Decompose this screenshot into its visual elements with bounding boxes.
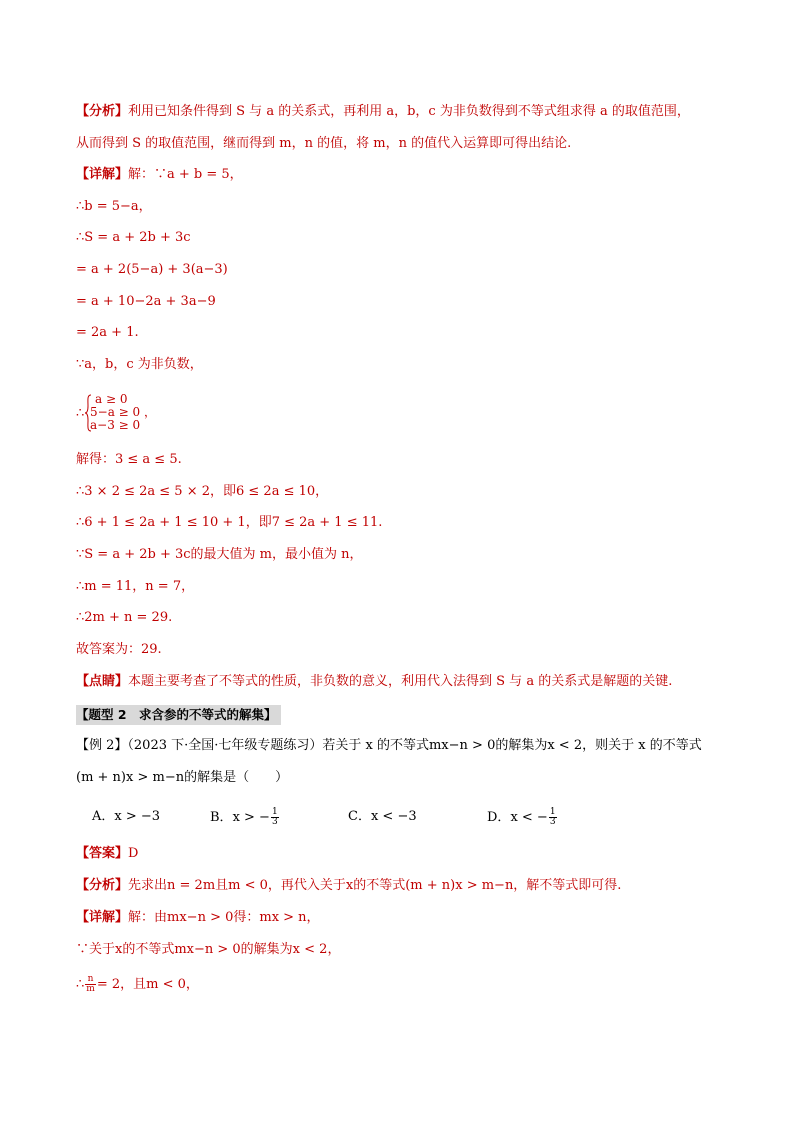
ratio-denominator: m	[86, 984, 95, 994]
detail-line-1	[76, 166, 243, 184]
example2-detail-line	[76, 909, 320, 927]
ratio-numerator: n	[85, 975, 96, 985]
inequality-system	[76, 392, 196, 436]
example2-tag: 【例 2】	[76, 738, 128, 753]
detail-text-1: 解：∵a + b = 5，	[128, 167, 243, 182]
line-s4: = 2a + 1.	[76, 325, 139, 340]
analysis-text-1: 利用已知条件得到 S 与 a 的关系式，再利用 a，b，c 为非负数得到不等式组求得 a 的取值范围，	[128, 104, 690, 119]
line-b: ∴b = 5−a，	[76, 199, 152, 214]
comment-tag: 【点睛】	[76, 674, 129, 689]
ratio-rest: = 2，且m < 0，	[96, 977, 199, 992]
example2-analysis-line	[76, 877, 621, 895]
option-d-text: x < −	[510, 810, 548, 825]
answer-tag: 【答案】	[76, 846, 129, 861]
example2-text-1: （2023 下·全国·七年级专题练习）若关于 x 的不等式mx−n > 0的解集为x < 2，则关于 x 的不等式	[127, 738, 702, 753]
system-row-3: a−3 ≥ 0	[90, 418, 141, 432]
option-b-label: B．	[210, 810, 233, 825]
ratio-fraction	[85, 975, 96, 994]
option-a-label: A．	[92, 809, 115, 824]
line-s1: ∴S = a + 2b + 3c	[76, 230, 191, 245]
option-c-text: x < −3	[370, 809, 417, 824]
detail-tag: 【详解】	[76, 167, 129, 182]
therefore-symbol: ∴	[76, 406, 85, 421]
analysis-line-1	[76, 103, 690, 121]
example2-set-line: ∵关于x的不等式mx−n > 0的解集为x < 2，	[76, 942, 341, 957]
line-nonneg: ∵a，b，c 为非负数，	[76, 357, 203, 372]
option-d-denominator: 3	[549, 817, 556, 827]
line-s2: = a + 2(5−a) + 3(a−3)	[76, 262, 228, 277]
example2-line-1	[76, 737, 702, 755]
line-ineq-2: ∴6 + 1 ≤ 2a + 1 ≤ 10 + 1，即7 ≤ 2a + 1 ≤ 11.	[76, 515, 383, 530]
example2-ratio-line	[76, 975, 199, 994]
example2-detail-text: 解：由mx−n > 0得：mx > n，	[128, 910, 320, 925]
example2-analysis-tag: 【分析】	[76, 878, 129, 893]
line-mn: ∴m = 11，n = 7，	[76, 579, 195, 594]
system-row-1: a ≥ 0	[95, 392, 128, 406]
option-a-text: x > −3	[114, 809, 161, 824]
option-b-denominator: 3	[271, 817, 278, 827]
line-max-min: ∵S = a + 2b + 3c的最大值为 m，最小值为 n，	[76, 547, 363, 562]
section-header	[76, 705, 281, 725]
example2-line-2: (m + n)x > m−n的解集是（ ）	[76, 770, 289, 785]
analysis-tag: 【分析】	[76, 104, 129, 119]
option-d[interactable]	[487, 808, 558, 827]
option-b[interactable]	[210, 808, 280, 827]
comment-line	[76, 673, 672, 691]
section-title: 【题型 2 求含参的不等式的解集】	[76, 705, 281, 725]
line-ineq-1: ∴3 × 2 ≤ 2a ≤ 5 × 2，即6 ≤ 2a ≤ 10，	[76, 484, 329, 499]
line-s3: = a + 10−2a + 3a−9	[76, 294, 216, 309]
option-c[interactable]	[348, 808, 417, 826]
option-d-numerator: 1	[549, 807, 556, 817]
example2-detail-tag: 【详解】	[76, 910, 129, 925]
option-b-fraction	[271, 808, 279, 827]
comment-text: 本题主要考查了不等式的性质，非负数的意义，利用代入法得到 S 与 a 的关系式是解题的关键.	[128, 674, 673, 689]
answer-line	[76, 845, 138, 863]
option-c-label: C．	[348, 809, 371, 824]
option-d-label: D．	[487, 810, 511, 825]
option-d-fraction	[549, 808, 557, 827]
analysis-line-2: 从而得到 S 的取值范围，继而得到 m，n 的值，将 m，n 的值代入运算即可得出结论.	[76, 136, 572, 151]
option-a[interactable]	[92, 808, 160, 826]
ratio-therefore: ∴	[76, 977, 85, 992]
system-row-2: 5−a ≥ 0 ，	[90, 405, 156, 419]
line-answer: 故答案为：29.	[76, 642, 162, 657]
line-sum: ∴2m + n = 29.	[76, 610, 173, 625]
example2-analysis-text: 先求出n = 2m且m < 0，再代入关于x的不等式(m + n)x > m−n，解不等式即可得.	[128, 878, 622, 893]
line-solve: 解得：3 ≤ a ≤ 5.	[76, 452, 182, 467]
option-b-numerator: 1	[271, 807, 278, 817]
option-b-text: x > −	[232, 810, 270, 825]
answer-text: D	[128, 846, 139, 861]
